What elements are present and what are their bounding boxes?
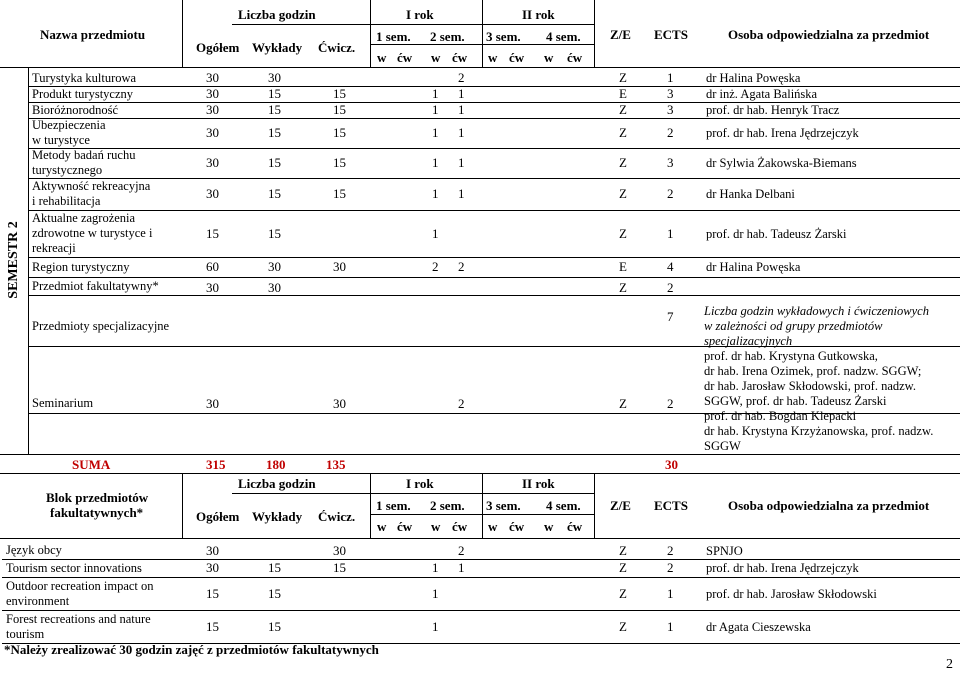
row-name: Przedmiot fakultatywny* [32,279,159,293]
row-wyklady: 30 [268,70,281,85]
header2-cwicz: Ćwicz. [318,509,356,524]
header-ze: Z/E [610,27,631,42]
row-osoba: prof. dr hab. Irena Jędrzejczyk [706,561,859,575]
suma-ogolem: 315 [206,457,226,472]
header-wcw: w [488,50,498,65]
row-wyklady: 15 [268,155,281,170]
header-wcw: w [377,50,387,65]
row-name: Ubezpieczenia [32,118,106,132]
row-osoba: prof. dr hab. Henryk Tracz [706,103,840,117]
row-ze: Z [619,155,627,170]
row-osoba: dr Hanka Delbani [706,187,795,201]
header2-liczba-godzin: Liczba godzin [238,476,316,491]
row-osoba: SPNJO [706,544,743,558]
row-cw: 1 [458,102,465,117]
row-ze: Z [619,396,627,411]
row-wyklady: 30 [268,280,281,295]
row-ogolem: 30 [206,125,219,140]
header2-blok: fakultatywnych* [50,505,144,520]
row-name: Forest recreations and nature [6,612,151,626]
row-ogolem: 30 [206,186,219,201]
row-ects: 1 [667,619,674,634]
row-osoba: prof. dr hab. Jarosław Skłodowski [706,587,877,601]
row-ogolem: 60 [206,259,219,274]
row-name: Region turystyczny [32,260,130,274]
row-ogolem: 30 [206,280,219,295]
header2-sem2: 2 sem. [430,498,465,513]
header2-wcw: ćw [567,519,583,534]
header-sem4: 4 sem. [546,29,581,44]
row-ze: Z [619,280,627,295]
row-cwicz: 30 [333,543,346,558]
row-name: Przedmioty specjalizacyjne [32,319,170,333]
row-ze: Z [619,186,627,201]
row-wyklady: 15 [268,102,281,117]
header-wyklady: Wykłady [252,40,303,55]
row-ects: 2 [667,560,674,575]
header-rok1: I rok [406,7,434,22]
header-sem2: 2 sem. [430,29,465,44]
header2-wcw: w [544,519,554,534]
suma-wyklady: 180 [266,457,286,472]
row-ects: 2 [667,543,674,558]
row-osoba: dr Agata Cieszewska [706,620,811,634]
row-ects: 3 [667,102,674,117]
row-w: 1 [432,619,439,634]
row-w: 1 [432,560,439,575]
row-name: Bioróżnorodność [32,103,119,117]
row-wyklady: 30 [268,259,281,274]
header2-ects: ECTS [654,498,688,513]
header-cwicz: Ćwicz. [318,40,356,55]
row-ects: 1 [667,586,674,601]
row-name: w turystyce [32,133,90,147]
header2-wcw: w [431,519,441,534]
row-name: zdrowotne w turystyce i [32,226,153,240]
row-w: 2 [432,259,439,274]
row-w: 1 [432,186,439,201]
row-ze: Z [619,102,627,117]
row-name: tourism [6,627,45,641]
row-name: Outdoor recreation impact on [6,579,154,593]
row-ogolem: 15 [206,619,219,634]
row-w: 1 [432,86,439,101]
header2-blok: Blok przedmiotów [46,490,149,505]
row-osoba: dr Halina Powęska [706,71,801,85]
row-cw: 1 [458,125,465,140]
row-ogolem: 30 [206,70,219,85]
row-osoba: prof. dr hab. Irena Jędrzejczyk [706,126,859,140]
header2-sem3: 3 sem. [486,498,521,513]
header2-rok1: I rok [406,476,434,491]
row-ze: Z [619,586,627,601]
row-wyklady: 15 [268,560,281,575]
header-wcw: w [544,50,554,65]
row-name: i rehabilitacja [32,194,101,208]
row-name: environment [6,594,70,608]
row-ze: Z [619,226,627,241]
row-name: turystycznego [32,163,103,177]
semester-label: SEMESTR 2 [6,221,21,299]
row-name: Aktualne zagrożenia [32,211,136,225]
header-sem1: 1 sem. [376,29,411,44]
row-wyklady: 15 [268,86,281,101]
header-ogolem: Ogółem [196,40,240,55]
row-ects: 1 [667,70,674,85]
row-cwicz: 15 [333,155,346,170]
row-ze: Z [619,619,627,634]
header-liczba-godzin: Liczba godzin [238,7,316,22]
footnote: *Należy zrealizować 30 godzin zajęć z przedmiotów fakultatywnych [4,642,379,657]
header2-wcw: w [377,519,387,534]
header2-rok2: II rok [522,476,555,491]
row-cwicz: 30 [333,259,346,274]
row-ogolem: 30 [206,560,219,575]
row-osoba: prof. dr hab. Tadeusz Żarski [706,227,847,241]
suma-label: SUMA [72,457,111,472]
row-ze: Z [619,125,627,140]
suma-ects: 30 [665,457,678,472]
row-ze: Z [619,560,627,575]
row-ects: 3 [667,155,674,170]
row-osoba: dr Sylwia Żakowska-Biemans [706,156,857,170]
row-cw: 1 [458,86,465,101]
row-ects: 3 [667,86,674,101]
row-ze: Z [619,70,627,85]
header-wcw: ćw [452,50,468,65]
header2-ogolem: Ogółem [196,509,240,524]
row-cwicz: 30 [333,396,346,411]
row-cw: 2 [458,396,465,411]
row-wyklady: 15 [268,125,281,140]
header2-osoba: Osoba odpowiedzialna za przedmiot [728,498,930,513]
row-name: Seminarium [32,396,94,410]
header-wcw: ćw [567,50,583,65]
header2-wcw: w [488,519,498,534]
row-ogolem: 30 [206,155,219,170]
row-cw: 1 [458,186,465,201]
row-name: Metody badań ruchu [32,148,136,162]
row-w: 1 [432,125,439,140]
row-w: 1 [432,155,439,170]
row-ects: 2 [667,280,674,295]
header2-wcw: ćw [397,519,413,534]
row-ze: E [619,259,627,274]
page-number: 2 [946,657,953,672]
row-w: 1 [432,586,439,601]
header2-ze: Z/E [610,498,631,513]
row-ogolem: 15 [206,586,219,601]
row-cw: 1 [458,560,465,575]
row-ogolem: 30 [206,102,219,117]
row-name: Produkt turystyczny [32,87,134,101]
row-ects: 2 [667,396,674,411]
header-wcw: ćw [397,50,413,65]
header-wcw: w [431,50,441,65]
row-cwicz: 15 [333,102,346,117]
row-wyklady: 15 [268,619,281,634]
row-ogolem: 15 [206,226,219,241]
row-ogolem: 30 [206,86,219,101]
row-wyklady: 15 [268,586,281,601]
header-rok2: II rok [522,7,555,22]
row-cwicz: 15 [333,86,346,101]
row-ects: 2 [667,186,674,201]
row-ects: 2 [667,125,674,140]
header-sem3: 3 sem. [486,29,521,44]
header2-sem4: 4 sem. [546,498,581,513]
header-osoba: Osoba odpowiedzialna za przedmiot [728,27,930,42]
suma-cwicz: 135 [326,457,346,472]
row-ogolem: 30 [206,396,219,411]
row-osoba: dr Halina Powęska [706,260,801,274]
row-name: Tourism sector innovations [6,561,142,575]
row-wyklady: 15 [268,226,281,241]
row-cw: 1 [458,155,465,170]
row-cw: 2 [458,70,465,85]
row-cwicz: 15 [333,560,346,575]
header-ects: ECTS [654,27,688,42]
row-name: rekreacji [32,241,76,255]
row-name: Turystyka kulturowa [32,71,137,85]
row-ze: Z [619,543,627,558]
header2-wcw: ćw [452,519,468,534]
row-wyklady: 15 [268,186,281,201]
header-wcw: ćw [509,50,525,65]
row-name: Aktywność rekreacyjna [32,179,151,193]
row-ects: 1 [667,226,674,241]
row-cwicz: 15 [333,125,346,140]
row-ects: 4 [667,259,674,274]
header2-sem1: 1 sem. [376,498,411,513]
header-nazwa: Nazwa przedmiotu [40,27,146,42]
row-cw: 2 [458,543,465,558]
row-cw: 2 [458,259,465,274]
header2-wcw: ćw [509,519,525,534]
row-ze: E [619,86,627,101]
header2-wyklady: Wykłady [252,509,303,524]
row-ogolem: 30 [206,543,219,558]
row-osoba: dr inż. Agata Balińska [706,87,818,101]
row-w: 1 [432,102,439,117]
row-cwicz: 15 [333,186,346,201]
row-name: Język obcy [6,543,62,557]
row-ects: 7 [667,309,674,324]
row-w: 1 [432,226,439,241]
